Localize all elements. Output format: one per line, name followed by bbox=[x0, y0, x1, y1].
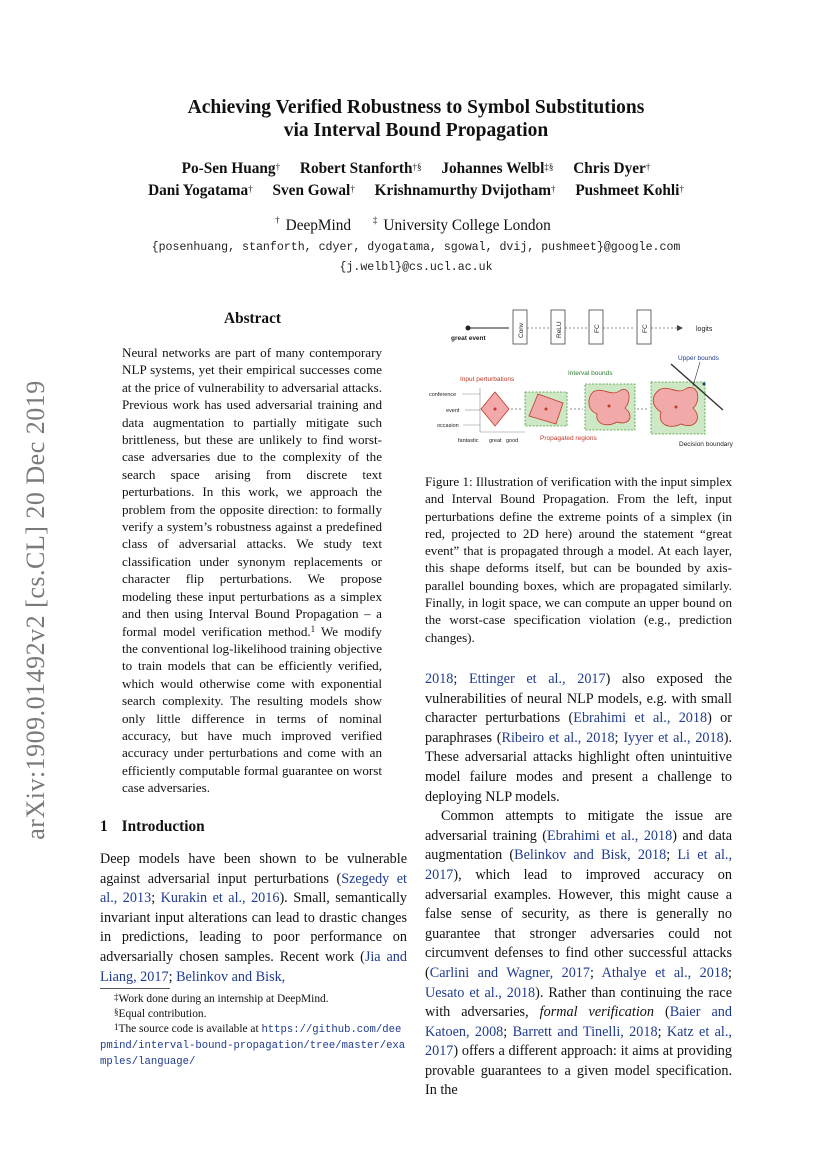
citation-link[interactable]: Ribeiro et al., 2018 bbox=[501, 729, 615, 746]
citation-link[interactable]: Szegedy et al., 2013 bbox=[100, 870, 407, 907]
arxiv-stamp-text: arXiv:1909.01492v2 [cs.CL] 20 Dec 2019 bbox=[21, 380, 50, 840]
author: Pushmeet Kohli† bbox=[575, 182, 684, 199]
section-heading bbox=[100, 818, 205, 836]
email-line-1: {posenhuang, stanforth, cdyer, dyogatama, sgowal, dvij, pushmeet}@google.com bbox=[151, 241, 681, 254]
svg-text:FC: FC bbox=[594, 324, 601, 333]
author: Robert Stanforth†§ bbox=[299, 160, 422, 177]
title-line-1: Achieving Verified Robustness to Symbol Substitutions bbox=[187, 97, 645, 118]
citation-link[interactable]: Iyyer et al., 2018 bbox=[623, 729, 724, 746]
upper-bounds-label: Upper bounds bbox=[678, 355, 719, 362]
citation-link[interactable]: Carlini and Wagner, 2017 bbox=[429, 964, 590, 981]
logits-label: logits bbox=[696, 326, 713, 333]
source-code-link[interactable]: https://github.com/deepmind/interval-bound-propagation/tree/master/examples/language/ bbox=[100, 1024, 406, 1068]
footnote: §Equal contribution. bbox=[114, 1007, 207, 1020]
citation-link[interactable]: Belinkov and Bisk, bbox=[176, 968, 286, 985]
svg-text:ReLU: ReLU bbox=[556, 321, 563, 338]
upper-bound-point bbox=[703, 383, 706, 386]
author: Johannes Welbl‡§ bbox=[441, 160, 554, 177]
figure-1 bbox=[425, 306, 735, 466]
citation-link[interactable]: Kurakin et al., 2016 bbox=[160, 890, 280, 907]
citation-link[interactable]: Ebrahimi et al., 2018 bbox=[573, 710, 708, 727]
citation-link[interactable]: Katz et al., 2017 bbox=[425, 1023, 732, 1060]
title-line-2: via Interval Bound Propagation bbox=[283, 120, 549, 141]
author: Po-Sen Huang† bbox=[181, 160, 281, 177]
word-event: event bbox=[446, 408, 460, 414]
abstract-text: Neural networks are part of many contemporary NLP systems, yet their empirical successes come at the price of vulnerability to adversarial attacks. Previous work has used adversarial training and data augmentation to partially mitigate such brittleness, but these are unlikely to find worst-case adversaries due to the complexity of the search space arising from discrete text perturbations. In this work, we approach the problem from the opposite direction: to formally verify a system’s robustness against a predefined class of adversarial attacks. We study text classification under synonym replacements or character flip perturbations. We propose modeling these input perturbations as a simplex and then using Interval Bound Propagation – a formal model verification method.$^1$ We modify the conventional log-likelihood training objective to train models that can be efficiently verified, which would otherwise come with exponential search complexity. The resulting models show only little difference in terms of nominal accuracy, but have much improved verified accuracy under perturbations and come with an efficiently computable formal guarantee on worst case adversaries. bbox=[122, 345, 382, 796]
author: Chris Dyer† bbox=[573, 160, 651, 177]
section-title: Introduction bbox=[121, 818, 205, 835]
interval-bounds-label: Interval bounds bbox=[568, 370, 613, 377]
intro-left-column: Deep models have been shown to be vulnerable against adversarial input perturbations (Szegedy et al., 2013; Kurakin et al., 2016). Small, semantically invariant input alterations can lead to drastic changes in predictions, leading to poor performance on adversarially chosen samples. Recent work (Jia and Liang, 2017; Belinkov and Bisk, bbox=[100, 851, 408, 985]
footnote-ref[interactable]: 1 bbox=[310, 623, 316, 634]
citation-link[interactable]: Athalye et al., 2018 bbox=[601, 964, 729, 981]
word-great: great bbox=[489, 438, 502, 444]
propagated-regions-label: Propagated regions bbox=[540, 435, 597, 442]
arxiv-stamp bbox=[16, 360, 56, 860]
layer-conv bbox=[513, 310, 527, 344]
propagated-point bbox=[545, 408, 548, 411]
author-row-2 bbox=[100, 180, 732, 202]
affiliation: ‡ University College London bbox=[372, 215, 551, 234]
citation-link[interactable]: Ettinger et al., 2017 bbox=[468, 671, 606, 687]
intro-right-column: 2018; Ettinger et al., 2017) also exposed the vulnerabilities of neural NLP models, e.g. with small character perturbations (Ebrahimi et al., 2018) or paraphrases (Ribeiro et al., 2018; Iyyer et al., 2018). These adversarial attacks highlight often unintuitive model failure modes and present a challenge to deploying NLP models. Common attempts to mitigate the issue are adversarial training (Ebrahimi et al., 2018) and data augmentation (Belinkov and Bisk, 2018; Li et al., 2017), which lead to improved accuracy on adversarial examples. However, this might cause a false sense of security, as there is generally no guarantee that stronger adversaries could not circumvent defenses to find other successful attacks (Carlini and Wagner, 2017; Athalye et al., 2018; Uesato et al., 2018). Rather than continuing the race with adversaries, formal verification (Baier and Katoen, 2008; Barrett and Tinelli, 2018; Katz et al., 2017) offers a different approach: it aims at providing provable guarantees to a given model specification. In the bbox=[425, 671, 732, 1099]
email-line-2: {j.welbl}@cs.ucl.ac.uk bbox=[339, 261, 493, 274]
decision-boundary-label: Decision boundary bbox=[679, 441, 733, 448]
svg-text:Conv: Conv bbox=[518, 322, 525, 338]
section-number: 1 bbox=[100, 818, 108, 835]
affiliation: † DeepMind bbox=[275, 215, 352, 234]
logit-point bbox=[675, 406, 678, 409]
propagated-point bbox=[608, 405, 611, 408]
affiliations bbox=[100, 217, 732, 235]
layer-fc-2 bbox=[637, 310, 651, 344]
svg-text:FC: FC bbox=[642, 324, 649, 333]
great-event-label: great event bbox=[451, 335, 486, 342]
layer-fc-1 bbox=[589, 310, 603, 344]
word-conference: conference bbox=[429, 392, 457, 398]
arrow-head-icon bbox=[677, 325, 683, 331]
author-list bbox=[100, 158, 732, 202]
citation-link[interactable]: Barrett and Tinelli, 2018 bbox=[512, 1023, 658, 1040]
citation-link[interactable]: Baier and Katoen, 2008 bbox=[425, 1004, 732, 1040]
input-perturbations-label: Input perturbations bbox=[460, 376, 515, 383]
author-row-1 bbox=[100, 158, 732, 180]
citation-link[interactable]: Belinkov and Bisk, 2018 bbox=[514, 847, 667, 864]
word-occasion: occasion bbox=[437, 423, 459, 429]
footnotes bbox=[100, 992, 407, 1070]
word-good: good bbox=[506, 438, 519, 444]
figure-caption: Figure 1: Illustration of verification with the input simplex and Interval Bound Propagation. From the left, input perturbations define the extreme points of a simplex (in red, projected to 2D here) around the statement “great event” that is propagated through a model. At each layer, this shape deforms itself, but can be bounded by axis-parallel bounding boxes, which are propagated similarly. Finally, in logit space, we can compute an upper bound on the worst-case specification violation (e.g., prediction changes). bbox=[425, 474, 732, 645]
citation-link[interactable]: Jia and Liang, 2017 bbox=[100, 948, 407, 985]
input-point bbox=[494, 408, 497, 411]
author: Sven Gowal† bbox=[272, 182, 355, 199]
footnote: ‡Work done during an internship at DeepMind. bbox=[114, 992, 329, 1005]
citation-link[interactable]: 2018 bbox=[425, 671, 454, 687]
citation-link[interactable]: Ebrahimi et al., 2018 bbox=[547, 827, 673, 844]
footnote-rule bbox=[100, 988, 170, 989]
footnote: $^1$The source code is available at https://github.com/deepmind/interval-bound-propagation/tree/master/examples/language/ bbox=[100, 1022, 406, 1068]
citation-link[interactable]: Uesato et al., 2018 bbox=[425, 984, 536, 1001]
word-fantastic: fantastic bbox=[458, 438, 479, 444]
layer-relu bbox=[551, 310, 565, 344]
abstract-heading: Abstract bbox=[224, 310, 281, 327]
author: Dani Yogatama† bbox=[148, 182, 253, 199]
author: Krishnamurthy Dvijotham† bbox=[374, 182, 556, 199]
citation-link[interactable]: Li et al., 2017 bbox=[425, 847, 732, 883]
paper-title bbox=[100, 96, 732, 142]
